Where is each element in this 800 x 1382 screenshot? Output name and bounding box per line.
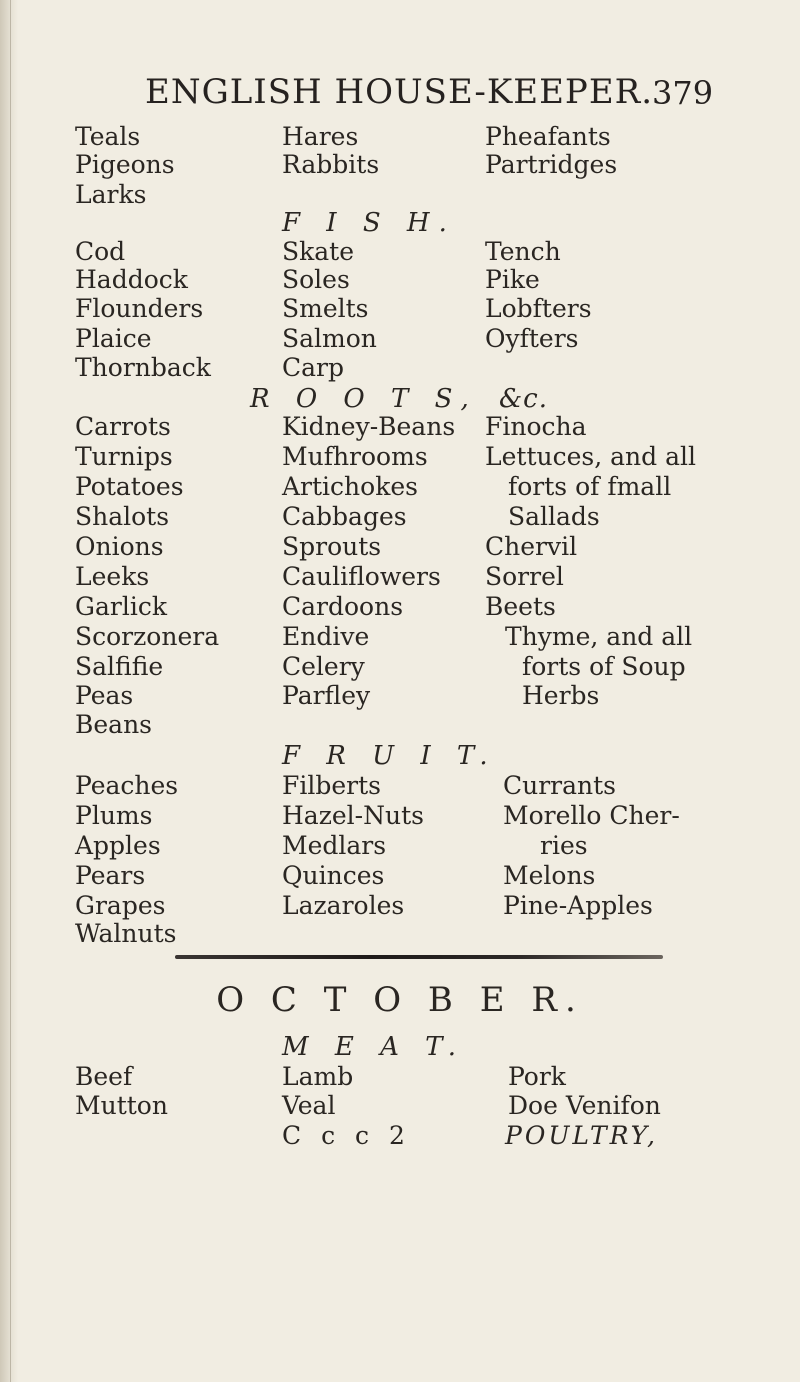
item-col2: Smelts	[282, 294, 369, 323]
item-col2: Skate	[282, 237, 355, 266]
footer-line	[0, 1116, 800, 1156]
table-row	[0, 914, 800, 954]
item-col3: Oyfters	[485, 324, 579, 353]
item-col1: Plaice	[75, 324, 152, 353]
item-col2: Soles	[282, 265, 350, 294]
roots-heading-suffix: &c.	[499, 384, 549, 414]
item-col3: Chervil	[485, 532, 578, 561]
item-col2: Lamb	[282, 1062, 354, 1091]
item-col2: Veal	[282, 1091, 336, 1120]
item-col3: Lobfters	[485, 294, 592, 323]
item-col2: Medlars	[282, 831, 387, 860]
item-col2: Cardoons	[282, 592, 404, 621]
page-number: 379	[652, 74, 714, 112]
item-col2: Salmon	[282, 324, 377, 353]
item-col2: Parfley	[282, 681, 371, 710]
item-col2: Mufhrooms	[282, 442, 428, 471]
item-col1: Garlick	[75, 592, 167, 621]
item-col2: Cauliflowers	[282, 562, 441, 591]
item-col2: Lazaroles	[282, 891, 405, 920]
item-col1: Pigeons	[75, 150, 175, 179]
item-col1: Leeks	[75, 562, 150, 591]
item-col1: Carrots	[75, 412, 171, 441]
item-col2: Quinces	[282, 861, 385, 890]
item-col1: Flounders	[75, 294, 204, 323]
item-col2: Cabbages	[282, 502, 407, 531]
item-col2: Artichokes	[282, 472, 418, 501]
item-col3: Pheafants	[485, 122, 611, 151]
item-col2: Hares	[282, 122, 359, 151]
item-col3: Beets	[485, 592, 556, 621]
section-heading-fish: F I S H.	[282, 208, 456, 238]
item-col3: ries	[540, 831, 588, 860]
item-col1: Peaches	[75, 771, 179, 800]
item-col3: Sallads	[508, 502, 600, 531]
item-col1: Beef	[75, 1062, 133, 1091]
item-col3: Doe Venifon	[508, 1091, 661, 1120]
item-col2: Sprouts	[282, 532, 382, 561]
item-col1: Shalots	[75, 502, 170, 531]
item-col3: forts of Soup	[522, 652, 686, 681]
item-col1: Pears	[75, 861, 146, 890]
item-col3: Pork	[508, 1062, 566, 1091]
item-col3: Melons	[503, 861, 596, 890]
item-col3: Tench	[485, 237, 561, 266]
roots-heading-text: R O O T S,	[250, 384, 478, 414]
item-col2: Hazel-Nuts	[282, 801, 424, 830]
item-col1: Thornback	[75, 353, 211, 382]
month-heading: O C T O B E R.	[216, 980, 584, 1020]
item-col1: Walnuts	[75, 919, 177, 948]
item-col3: Herbs	[522, 681, 600, 710]
item-col3: forts of fmall	[508, 472, 672, 501]
section-heading-meat: M E A T.	[282, 1032, 465, 1062]
signature-mark: C c c 2	[282, 1121, 411, 1150]
item-col3: Partridges	[485, 150, 618, 179]
item-col1: Onions	[75, 532, 164, 561]
item-col1: Scorzonera	[75, 622, 220, 651]
item-col3: Lettuces, and all	[485, 442, 696, 471]
item-col2: Filberts	[282, 771, 381, 800]
item-col3: Morello Cher-	[503, 801, 680, 830]
item-col3: Sorrel	[485, 562, 564, 591]
item-col3: Thyme, and all	[505, 622, 693, 651]
item-col3: Finocha	[485, 412, 587, 441]
item-col2: Rabbits	[282, 150, 380, 179]
item-col1: Teals	[75, 122, 141, 151]
item-col2: Celery	[282, 652, 365, 681]
item-col2: Carp	[282, 353, 344, 382]
catchword: POULTRY,	[505, 1121, 658, 1150]
item-col2: Kidney-Beans	[282, 412, 456, 441]
item-col3: Currants	[503, 771, 617, 800]
item-col1: Cod	[75, 237, 126, 266]
item-col1: Haddock	[75, 265, 188, 294]
item-col1: Beans	[75, 710, 153, 739]
item-col1: Plums	[75, 801, 153, 830]
running-head: ENGLISH HOUSE-KEEPER.	[145, 72, 654, 112]
item-col1: Mutton	[75, 1091, 168, 1120]
item-col1: Larks	[75, 180, 147, 209]
item-col3: Pine-Apples	[503, 891, 653, 920]
item-col1: Peas	[75, 681, 134, 710]
item-col2: Endive	[282, 622, 370, 651]
item-col1: Salfifie	[75, 652, 164, 681]
item-col3: Pike	[485, 265, 540, 294]
section-rule	[175, 955, 663, 959]
item-col1: Apples	[75, 831, 161, 860]
section-heading-fruit: F R U I T.	[282, 741, 497, 771]
item-col1: Potatoes	[75, 472, 184, 501]
item-col1: Grapes	[75, 891, 166, 920]
item-col1: Turnips	[75, 442, 173, 471]
